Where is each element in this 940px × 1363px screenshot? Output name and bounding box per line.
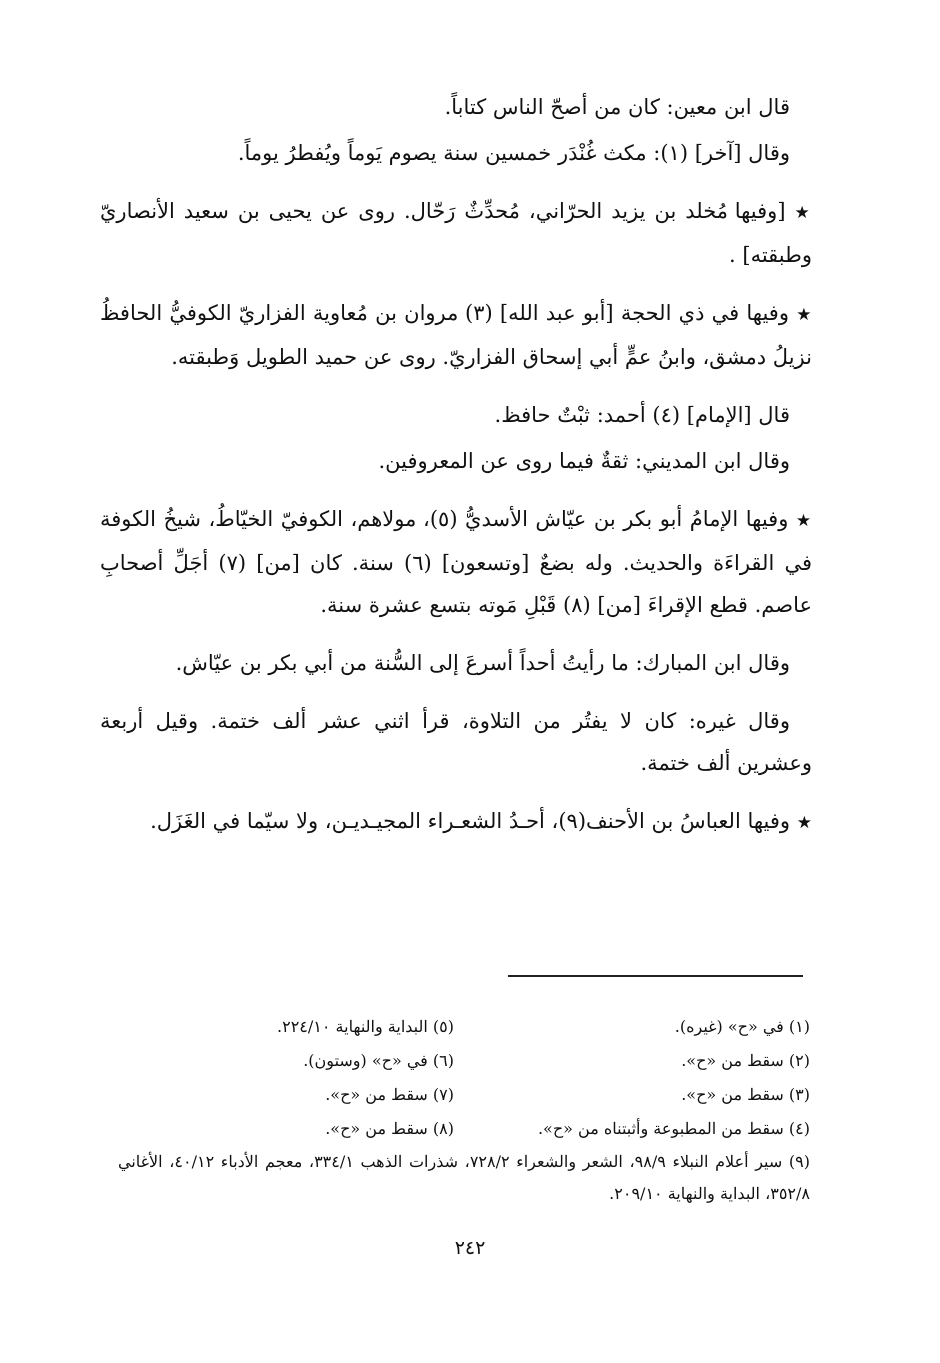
footnote-grid — [118, 1010, 810, 1146]
footnote-2: (٢) سقط من «ح». — [681, 1051, 810, 1070]
footnote-7: (٧) سقط من «ح». — [325, 1085, 454, 1104]
star-icon: ★ — [796, 813, 812, 833]
footnote-6: (٦) في «ح» (وستون). — [303, 1051, 454, 1070]
footnote-8: (٨) سقط من «ح». — [325, 1119, 454, 1138]
entry-abu-bakr — [100, 498, 812, 626]
paragraph-text: قال ابن معين: كان من أصحّ الناس كتاباً. — [444, 95, 790, 119]
main-text — [100, 86, 812, 860]
paragraph-ibn-madini — [100, 440, 812, 482]
footnote-3: (٣) سقط من «ح». — [681, 1085, 810, 1104]
footnote-1: (١) في «ح» (غيره). — [674, 1017, 810, 1036]
footnote-divider — [508, 975, 803, 977]
footnote-9: (٩) سير أعلام النبلاء ٩٨/٩، الشعر والشعراء ٧٢٨/٢، شذرات الذهب ٣٣٤/١، معجم الأدباء ٤٠/١٢، الأغاني ٣٥٢/٨، البداية والنهاية ٢٠٩/١٠. — [118, 1152, 811, 1203]
footnotes — [118, 1010, 810, 1210]
footnote-column-left — [118, 1010, 454, 1146]
paragraph-ibn-mubarak — [100, 642, 812, 684]
footnote-column-right — [474, 1010, 810, 1146]
paragraph-ibn-main — [100, 86, 812, 128]
paragraph-others — [100, 700, 812, 784]
paragraph-text: قال [الإمام] (٤) أحمد: ثبْتٌ حافظ. — [494, 403, 790, 427]
paragraph-text: وقال ابن المديني: ثقةٌ فيما روى عن المعروفين. — [378, 449, 790, 473]
paragraph-text: وقال ابن المبارك: ما رأيتُ أحداً أسرعَ إلى السُّنة من أبي بكر بن عيّاش. — [175, 651, 790, 675]
footnote-5: (٥) البداية والنهاية ٢٢٤/١٠. — [277, 1017, 454, 1036]
star-icon: ★ — [795, 511, 812, 531]
paragraph-text: وقال غيره: كان لا يفتُر من التلاوة، قرأ اثني عشر ألف ختمة. وقيل أربعة وعشرين ألف ختمة. — [100, 709, 812, 775]
paragraph-text: وفيها مُخلد بن يزيد الحرّاني، مُحدِّثٌ رَحّال. روى عن يحيى بن سعيد الأنصاريّ وطبقته] . — [100, 199, 812, 267]
star-icon: ★ — [796, 305, 812, 325]
entry-marwan — [100, 292, 812, 378]
page-number: ٢٤٢ — [454, 1237, 486, 1259]
footnote-4: (٤) سقط من المطبوعة وأثبتناه من «ح». — [537, 1119, 810, 1138]
entry-makhlad: ★ [وفيها مُخلد بن يزيد الحرّاني، مُحدِّثٌ رَحّال. روى عن يحيى بن سعيد الأنصاريّ وطبقته] . — [100, 199, 812, 267]
paragraph-text: وقال [آخر] (١): مكث غُنْدَر خمسين سنة يصوم يَوماً ويُفطرُ يوماً. — [237, 141, 790, 165]
entry-abbas — [100, 800, 812, 844]
paragraph-text: وفيها العباسُ بن الأحنف(٩)، أحـدُ الشعـراء المجيـديـن، ولا سيّما في الغَزَل. — [150, 809, 791, 833]
paragraph-ghundar — [100, 132, 812, 174]
star-icon: ★ — [794, 203, 812, 223]
paragraph-ahmad — [100, 394, 812, 436]
paragraph-text: وفيها في ذي الحجة [أبو عبد الله] (٣) مروان بن مُعاوية الفزاريّ الكوفيُّ الحافظُ نزيلُ دمشق، وابنُ عمٍّ أبي إسحاق الفزاريّ. روى عن حميد الطويل وَطبقته. — [100, 301, 812, 369]
paragraph-text: وفيها الإمامُ أبو بكر بن عيّاش الأسديُّ (٥)، مولاهم، الكوفيّ الخيّاطُ، شيخُ الكوفة في القراءَة والحديث. وله بضعٌ [وتسعون] (٦) سنة. كان [من] (٧) أجَلِّ أصحابِ عاصم. قطع الإقراءَ [من] (٨) قَبْلِ مَوته بتسع عشرة سنة. — [100, 507, 812, 617]
